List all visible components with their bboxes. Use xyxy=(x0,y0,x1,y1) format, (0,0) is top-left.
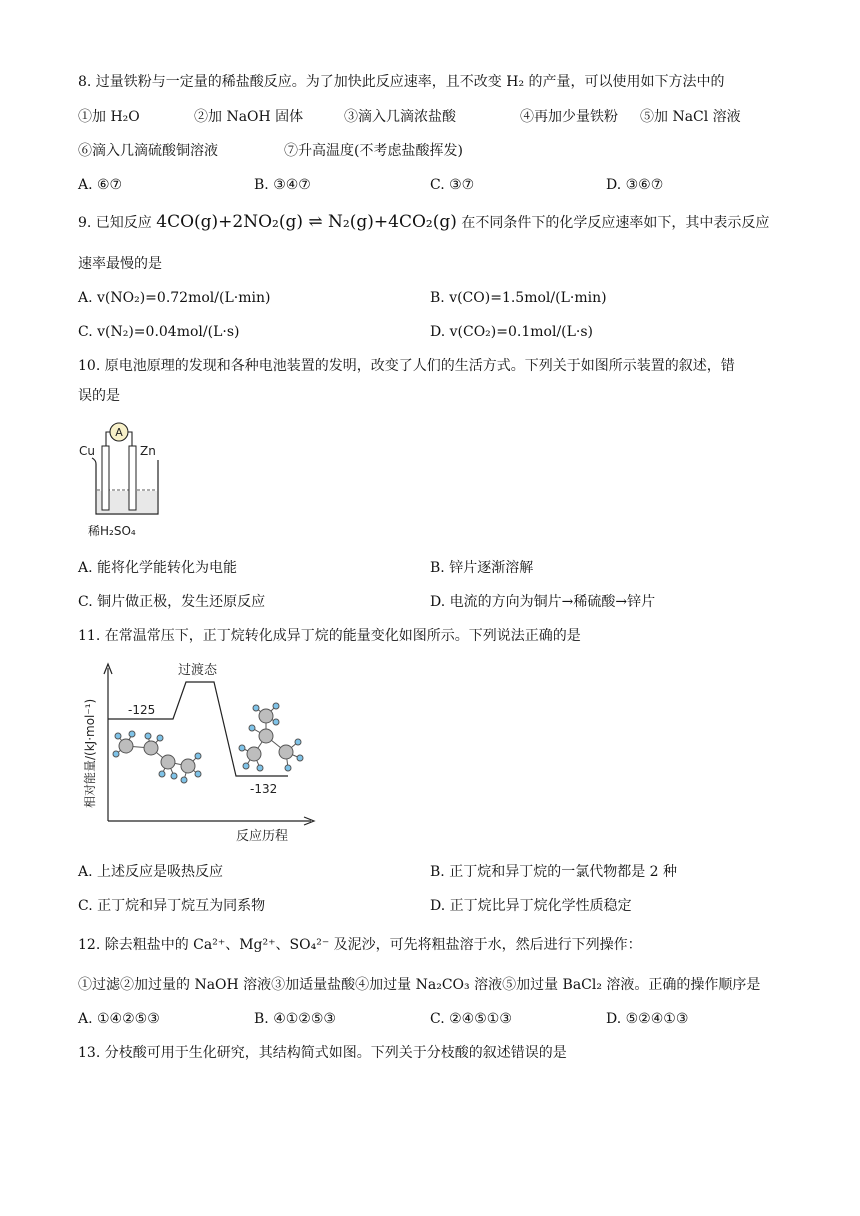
q8-method-1: ①加 H₂O xyxy=(78,109,140,125)
q8-option-c: C. ③⑦ xyxy=(430,177,475,193)
q8-option-d: D. ③⑥⑦ xyxy=(606,177,664,193)
q9-equation: 4CO(g)+2NO₂(g) ⇌ N₂(g)+4CO₂(g) xyxy=(156,212,457,232)
q12-steps: ①过滤②加过量的 NaOH 溶液③加适量盐酸④加过量 Na₂CO₃ 溶液⑤加过量 BaCl₂ 溶液。正确的操作顺序是 xyxy=(78,977,761,993)
cu-label: Cu xyxy=(79,444,95,458)
q9-option-d: D. v(CO₂)=0.1mol/(L·s) xyxy=(430,324,594,340)
q8-stem: 8. 过量铁粉与一定量的稀盐酸反应。为了加快此反应速率，且不改变 H₂ 的产量，可以使用如下方法中的 xyxy=(78,74,725,90)
galvanic-cell-figure xyxy=(74,418,184,542)
x-axis-label: 反应历程 xyxy=(236,829,289,844)
isobutane-molecule xyxy=(239,703,303,771)
q12-option-d: D. ⑤②④①③ xyxy=(606,1011,689,1027)
q10-option-b: B. 锌片逐渐溶解 xyxy=(430,560,534,576)
q11-option-c: C. 正丁烷和异丁烷互为同系物 xyxy=(78,898,266,914)
q11-option-a: A. 上述反应是吸热反应 xyxy=(78,864,224,880)
q8-method-7: ⑦升高温度(不考虑盐酸挥发) xyxy=(284,143,463,159)
q10-stem: 10. 原电池原理的发现和各种电池装置的发明，改变了人们的生活方式。下列关于如图所示装置的叙述，错 xyxy=(78,358,735,374)
q12-option-a: A. ①④②⑤③ xyxy=(78,1011,160,1027)
q10-option-d: D. 电流的方向为铜片→稀硫酸→锌片 xyxy=(430,594,656,610)
q8-option-a: A. ⑥⑦ xyxy=(78,177,123,193)
q9-stem xyxy=(78,212,769,233)
q9-stem-line2: 速率最慢的是 xyxy=(78,256,162,272)
n-butane-molecule xyxy=(113,731,201,783)
q9-prefix: 9. 已知反应 xyxy=(78,215,152,231)
y-axis-label: 相对能量/(kJ·mol⁻¹) xyxy=(83,698,97,808)
q9-option-a: A. v(NO₂)=0.72mol/(L·min) xyxy=(78,290,271,306)
q13-stem: 13. 分枝酸可用于生化研究，其结构简式如图。下列关于分枝酸的叙述错误的是 xyxy=(78,1045,567,1061)
q9-suffix: 在不同条件下的化学反应速率如下，其中表示反应 xyxy=(461,215,770,231)
end-energy-label: -132 xyxy=(250,782,278,796)
q10-option-a: A. 能将化学能转化为电能 xyxy=(78,560,238,576)
transition-state-label: 过渡态 xyxy=(178,663,218,678)
q11-option-b: B. 正丁烷和异丁烷的一氯代物都是 2 种 xyxy=(430,864,677,880)
energy-profile xyxy=(108,682,288,776)
q8-method-2: ②加 NaOH 固体 xyxy=(194,109,304,125)
cu-electrode xyxy=(102,446,109,510)
q9-option-b: B. v(CO)=1.5mol/(L·min) xyxy=(430,290,607,306)
q10-stem-line2: 误的是 xyxy=(78,388,120,404)
q8-method-6: ⑥滴入几滴硫酸铜溶液 xyxy=(78,143,218,159)
zn-label: Zn xyxy=(140,444,156,458)
zn-electrode xyxy=(129,446,136,510)
q11-stem: 11. 在常温常压下，正丁烷转化成异丁烷的能量变化如图所示。下列说法正确的是 xyxy=(78,628,581,644)
start-energy-label: -125 xyxy=(128,703,156,717)
q8-method-4: ④再加少量铁粉 xyxy=(520,109,618,125)
q9-option-c: C. v(N₂)=0.04mol/(L·s) xyxy=(78,324,240,340)
q12-option-c: C. ②④⑤①③ xyxy=(430,1011,512,1027)
q8-option-b: B. ③④⑦ xyxy=(254,177,311,193)
q12-option-b: B. ④①②⑤③ xyxy=(254,1011,336,1027)
q10-option-c: C. 铜片做正极，发生还原反应 xyxy=(78,594,266,610)
q8-method-5: ⑤加 NaCl 溶液 xyxy=(640,109,741,125)
q11-option-d: D. 正丁烷比异丁烷化学性质稳定 xyxy=(430,898,632,914)
solution-label: 稀H₂SO₄ xyxy=(88,524,136,538)
ammeter-label: A xyxy=(115,426,123,439)
q12-stem: 12. 除去粗盐中的 Ca²⁺、Mg²⁺、SO₄²⁻ 及泥沙，可先将粗盐溶于水，然后进行下列操作： xyxy=(78,937,642,953)
q8-method-3: ③滴入几滴浓盐酸 xyxy=(344,109,456,125)
energy-diagram-figure xyxy=(76,656,336,846)
